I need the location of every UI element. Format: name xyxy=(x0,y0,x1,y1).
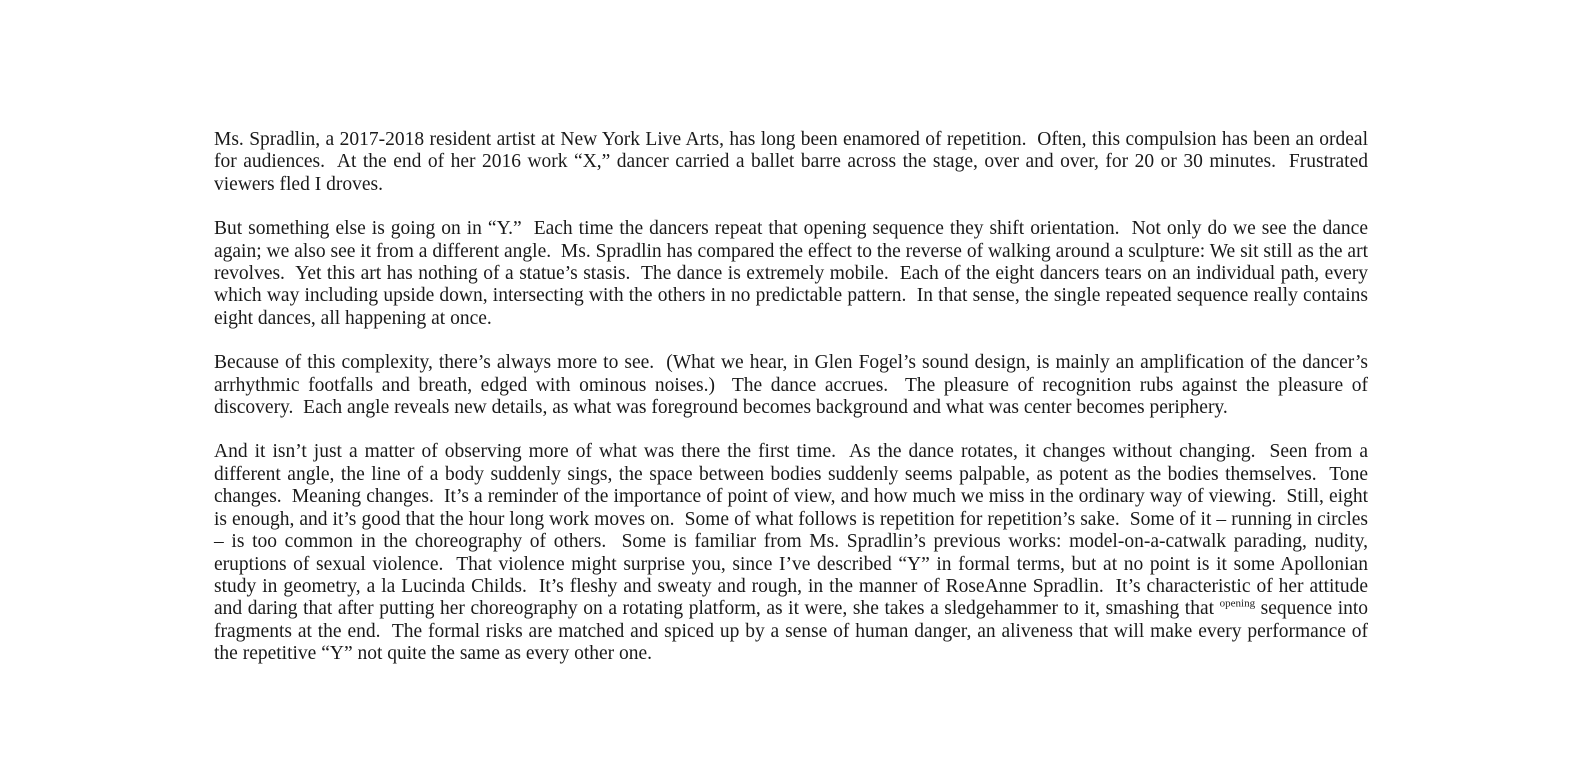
paragraph-1: Ms. Spradlin, a 2017-2018 resident artist at New York Live Arts, has long been enamored of repetition. Often, this compulsion has been an ordeal for audiences. At the end of her 2016 work “X,” dancer carried a ballet barre across the stage, over and over, for 20 or 30 minutes. Frustrated viewers fled I droves. xyxy=(214,129,1373,195)
superscript-insert: opening xyxy=(1219,597,1256,610)
paragraph-3: Because of this complexity, there’s always more to see. (What we hear, in Glen Fogel’s sound design, is mainly an amplification of the dancer’s arrhythmic footfalls and breath, edged with ominous noises.) The dance accrues. The pleasure of recognition rubs against the pleasure of discovery. Each angle reveals new details, as what was foreground becomes background and what was center becomes periphery. xyxy=(214,352,1373,419)
paragraph-4-tail: sequence into fragments at the end. The formal risks are matched and spiced up by a sense of human danger, an aliveness that will make every performance of the repetitive “Y” not quite the same as every other one. xyxy=(214,598,1373,665)
paragraph-2: But something else is going on in “Y.” Each time the dancers repeat that opening sequence they shift orientation. Not only do we see the dance again; we also see it from a different angle. Ms. Spradlin has compared the effect to the reverse of walking around a sculpture: We sit still as the art revolves. Yet this art has nothing of a statue’s stasis. The dance is extremely mobile. Each of the eight dancers tears on an individual path, every which way including upside down, intersecting with the others in no predictable pattern. In that sense, the single repeated sequence really contains eight dances, all happening at once. xyxy=(214,218,1373,329)
document-page xyxy=(214,129,1373,666)
paragraph-4-text: And it isn’t just a matter of observing more of what was there the first time. As the dance rotates, it changes without changing. Seen from a different angle, the line of a body suddenly sings, the space between bodies suddenly seems palpable, as potent as the bodies themselves. Tone changes. Meaning changes. It’s a reminder of the importance of point of view, and how much we miss in the ordinary way of viewing. Still, eight is enough, and it’s good that the hour long work moves on. Some of what follows is repetition for repetition’s sake. Some of it – running in circles – is too common in the choreography of others. Some is familiar from Ms. Spradlin’s previous works: model-on-a-catwalk parading, nudity, eruptions of sexual violence. That violence might surprise you, since I’ve described “Y” in formal terms, but at no point is it some Apollonian study in geometry, a la Lucinda Childs. It’s fleshy and sweaty and rough, in the manner of RoseAnne Spradlin. It’s characteristic of her attitude and daring that after putting her choreography on a rotating platform, as it were, she takes a sledgehammer to it, smashing that xyxy=(214,441,1373,620)
paragraph-4 xyxy=(214,441,1373,665)
